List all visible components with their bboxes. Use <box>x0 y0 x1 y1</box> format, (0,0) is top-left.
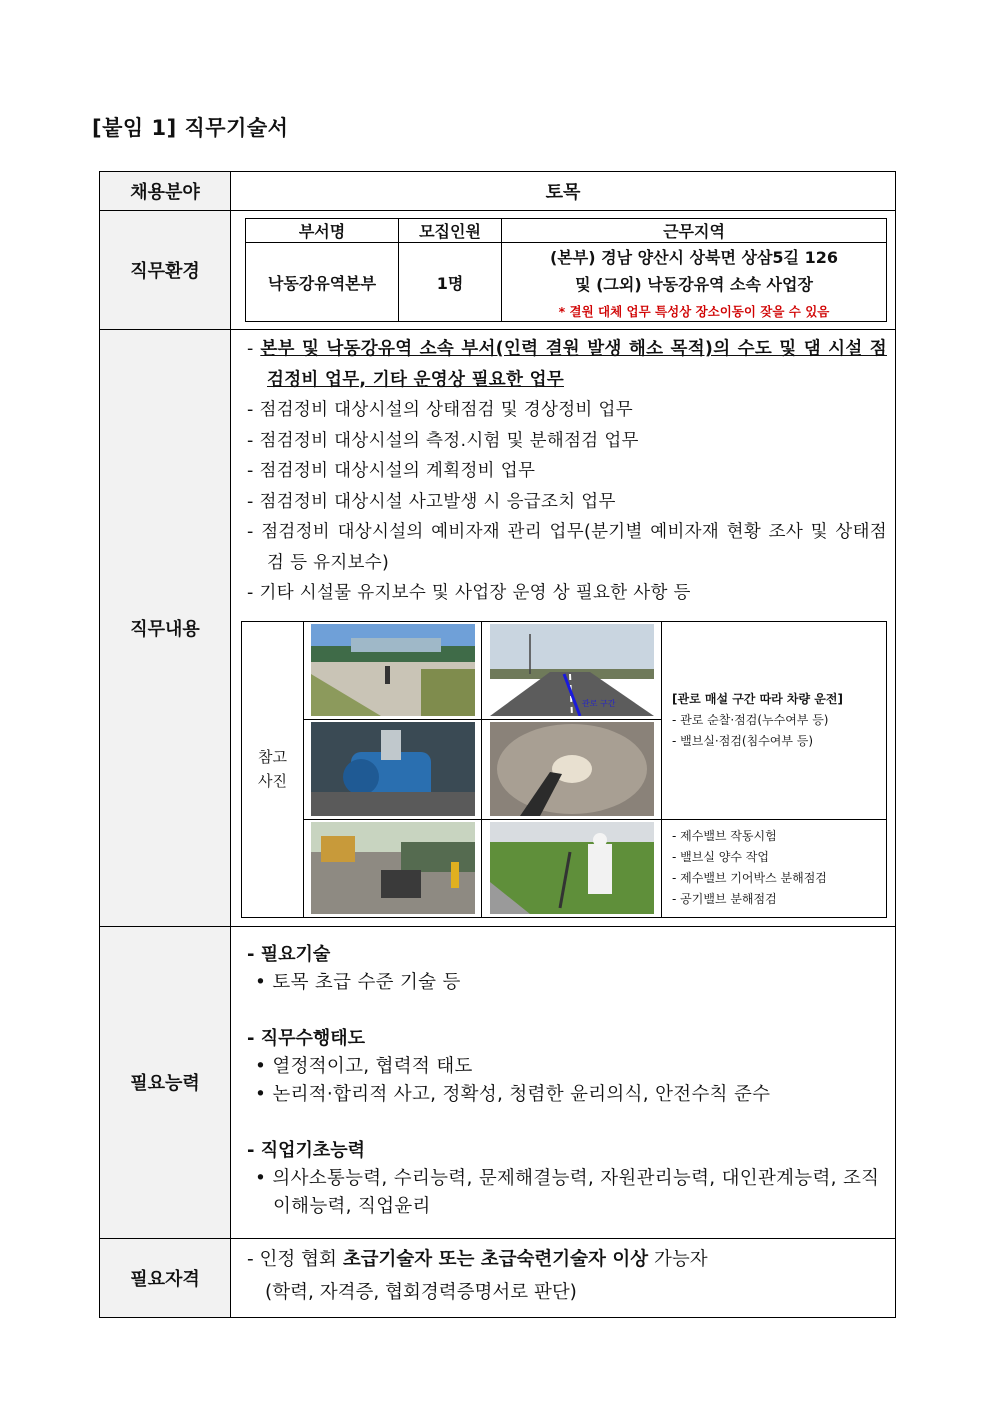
document-title: [붙임 1] 직무기술서 <box>92 116 289 140</box>
photo-label: 참고 사진 <box>242 621 304 917</box>
col-count: 모집인원 <box>399 219 502 243</box>
col-location: 근무지역 <box>502 219 887 243</box>
duty-item: - 점검정비 대상시설의 계획정비 업무 <box>247 461 536 481</box>
ability-label: 필요능력 <box>100 926 231 1238</box>
attitude-item: • 열정적이고, 협력적 태도 <box>255 1055 473 1077</box>
photo-pipeline-road <box>490 624 654 716</box>
photo-valve-room <box>311 722 475 816</box>
photo-facility-site <box>311 624 475 716</box>
ability-content <box>231 927 895 1227</box>
road-label: 관로 구간 <box>581 699 615 708</box>
location-cell <box>502 243 887 322</box>
section-work-attitude: - 직무수행태도 <box>247 1027 366 1049</box>
competency-item: • 의사소통능력, 수리능력, 문제해결능력, 자원관리능력, 대인관계능력, 조직이해능력, 직업윤리 <box>255 1167 880 1217</box>
photo-tunnel <box>490 722 654 816</box>
photo-field-worker <box>490 822 654 914</box>
duty-item: - 본부 및 낙동강유역 소속 부서(인력 결원 발생 해소 목적)의 수도 및 댐 시설 점검정비 업무, 기타 운영상 필요한 업무 <box>247 339 887 390</box>
duty-item: - 기타 시설물 유지보수 및 사업장 운영 상 필요한 사항 등 <box>247 583 691 603</box>
caption-group-2: - 제수밸브 작동시험 - 밸브실 양수 작업 - 제수밸브 기어박스 분해점검 - 공기밸브 분해점검 <box>662 819 887 917</box>
duty-item: - 점검정비 대상시설 사고발생 시 응급조치 업무 <box>247 491 616 512</box>
duty-item: - 점검정비 대상시설의 측정.시험 및 분해점검 업무 <box>247 430 639 451</box>
section-required-skills: - 필요기술 <box>247 943 331 965</box>
location-line2: 및 (그외) 낙동강유역 소속 사업장 <box>575 275 813 294</box>
duty-list <box>231 330 895 613</box>
field-value: 토목 <box>231 172 896 211</box>
env-table <box>245 218 887 322</box>
qualification-label: 필요자격 <box>100 1238 231 1317</box>
count-value: 1명 <box>399 243 502 322</box>
dept-value: 낙동강유역본부 <box>246 243 399 322</box>
reference-photos-table <box>241 621 887 918</box>
duty-item: - 점검정비 대상시설의 상태점검 및 경상정비 업무 <box>247 400 633 420</box>
attitude-item: • 논리적·합리적 사고, 정확성, 청렴한 윤리의식, 안전수칙 준수 <box>255 1083 771 1105</box>
duties-label: 직무내용 <box>100 330 231 927</box>
env-label: 직무환경 <box>100 211 231 330</box>
field-label: 채용분야 <box>100 172 231 211</box>
section-basic-competency: - 직업기초능력 <box>247 1139 366 1161</box>
relocation-note: * 결원 대체 업무 특성상 장소이동이 잦을 수 있음 <box>558 304 830 319</box>
job-description-table <box>99 171 896 1318</box>
col-dept: 부서명 <box>246 219 399 243</box>
photo-valve-work-street <box>311 822 475 914</box>
duty-item: - 점검정비 대상시설의 예비자재 관리 업무(분기별 예비자재 현황 조사 및 상태점검 등 유지보수) <box>247 522 887 573</box>
caption-group-1: [관로 매설 구간 따라 차량 운전] - 관로 순찰·점검(누수여부 등) - 밸브실·점검(침수여부 등) <box>662 621 887 819</box>
location-line1: (본부) 경남 양산시 상북면 상삼5길 126 <box>550 248 838 267</box>
skill-item: • 토목 초급 수준 기술 등 <box>255 971 461 993</box>
qualification-content: - 인정 협회 초급기술자 또는 초급숙련기술자 이상 가능자 (학력, 자격증, 협회경력증명서로 판단) <box>247 1248 708 1303</box>
